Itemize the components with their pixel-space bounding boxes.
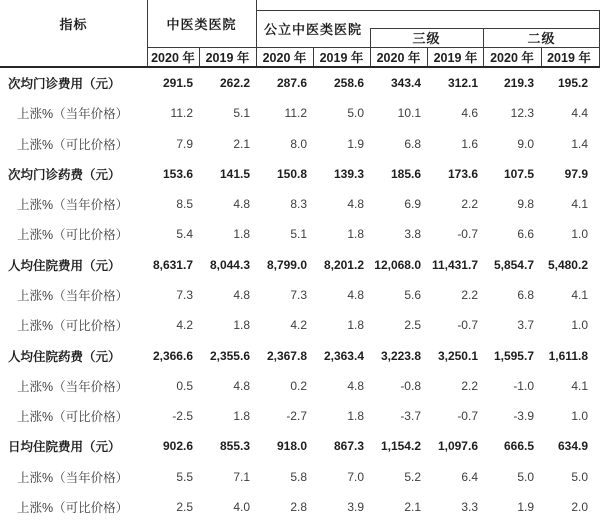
value-cell: 5.8 <box>290 469 307 484</box>
table-row <box>0 219 600 249</box>
value-cell: 5,854.7 <box>493 257 534 272</box>
value-cell: 5.2 <box>404 469 421 484</box>
value-cell: 1,154.2 <box>380 439 421 454</box>
value-cell: 5.0 <box>571 469 588 484</box>
value-cell: 1,595.7 <box>493 348 534 363</box>
value-cell: 9.0 <box>517 136 534 151</box>
value-cell: 902.6 <box>162 439 193 454</box>
value-cell: 139.3 <box>333 166 364 181</box>
value-cell: 3.3 <box>461 499 478 514</box>
value-cell: -2.5 <box>172 409 193 424</box>
value-cell: 855.3 <box>219 439 250 454</box>
value-cell: 7.3 <box>176 287 193 302</box>
year-column-header: 2019 年 <box>433 50 478 65</box>
table-grid-line <box>427 47 428 66</box>
value-cell: 7.0 <box>347 469 364 484</box>
value-cell: 5.5 <box>176 469 193 484</box>
value-cell: 0.2 <box>290 378 307 393</box>
value-cell: 343.4 <box>390 76 421 91</box>
row-label: 上涨%（当年价格） <box>17 198 129 213</box>
value-cell: 4.6 <box>461 106 478 121</box>
value-cell: 2.1 <box>233 136 250 151</box>
value-cell: 1.8 <box>233 227 250 242</box>
value-cell: 2.8 <box>290 499 307 514</box>
value-cell: 3.7 <box>517 318 534 333</box>
table-row <box>0 340 600 370</box>
value-cell: 8.0 <box>290 136 307 151</box>
row-label: 次均门诊药费（元） <box>8 167 121 182</box>
table-grid-line <box>256 0 257 66</box>
value-cell: 1.4 <box>571 136 588 151</box>
value-cell: 1.9 <box>517 499 534 514</box>
year-column-header: 2020 年 <box>151 50 195 65</box>
value-cell: 1.9 <box>347 136 364 151</box>
table-row <box>0 492 600 522</box>
value-cell: 1.8 <box>347 409 364 424</box>
value-cell: 97.9 <box>564 166 588 181</box>
value-cell: 2.0 <box>571 499 588 514</box>
value-cell: 1,611.8 <box>548 348 588 363</box>
value-cell: 2,366.6 <box>152 348 193 363</box>
value-cell: 10.1 <box>397 106 421 121</box>
value-cell: 5,480.2 <box>547 257 588 272</box>
value-cell: -3.7 <box>400 409 421 424</box>
value-cell: 1.0 <box>571 318 588 333</box>
value-cell: 2,367.8 <box>266 348 307 363</box>
header-group-tcm-hospitals: 中医类医院 <box>166 17 237 32</box>
header-group-tertiary: 三级 <box>412 31 441 46</box>
value-cell: 153.6 <box>162 166 193 181</box>
row-label: 上涨%（当年价格） <box>17 288 129 303</box>
row-label: 上涨%（当年价格） <box>17 379 129 394</box>
value-cell: -0.8 <box>400 378 421 393</box>
value-cell: 195.2 <box>557 76 588 91</box>
table-row <box>0 68 600 98</box>
value-cell: 2.2 <box>461 287 478 302</box>
value-cell: -0.7 <box>457 227 478 242</box>
year-column-header: 2020 年 <box>262 50 307 65</box>
year-column-header: 2019 年 <box>205 50 250 65</box>
value-cell: 1.8 <box>347 227 364 242</box>
value-cell: -2.7 <box>286 409 307 424</box>
table-grid-line <box>256 10 600 11</box>
value-cell: 12.3 <box>510 106 534 121</box>
value-cell: 185.6 <box>390 166 421 181</box>
table-row <box>0 401 600 431</box>
value-cell: 1,097.6 <box>437 439 478 454</box>
value-cell: 3,223.8 <box>380 348 421 363</box>
value-cell: 107.5 <box>503 166 534 181</box>
value-cell: 4.8 <box>347 197 364 212</box>
value-cell: 8,044.3 <box>209 257 250 272</box>
year-column-header: 2019 年 <box>547 50 591 65</box>
value-cell: 5.1 <box>233 106 250 121</box>
value-cell: 1.8 <box>233 409 250 424</box>
value-cell: 918.0 <box>276 439 307 454</box>
row-label: 上涨%（当年价格） <box>17 107 129 122</box>
value-cell: 4.8 <box>233 287 250 302</box>
value-cell: 2.5 <box>404 318 421 333</box>
value-cell: 2.1 <box>404 499 421 514</box>
value-cell: 3.9 <box>347 499 364 514</box>
value-cell: 287.6 <box>276 76 307 91</box>
table-grid-line <box>147 47 600 48</box>
value-cell: 6.8 <box>517 287 534 302</box>
value-cell: 2.2 <box>461 197 478 212</box>
value-cell: 4.2 <box>176 318 193 333</box>
value-cell: 8,201.2 <box>323 257 364 272</box>
value-cell: 0.5 <box>176 378 193 393</box>
table-row <box>0 371 600 401</box>
value-cell: 4.0 <box>233 499 250 514</box>
value-cell: 8.3 <box>290 197 307 212</box>
table-grid-line <box>313 47 314 66</box>
table-row <box>0 159 600 189</box>
table-grid-line <box>541 47 542 66</box>
value-cell: 666.5 <box>503 439 534 454</box>
row-label: 上涨%（当年价格） <box>17 470 129 485</box>
value-cell: 7.9 <box>176 136 193 151</box>
value-cell: 4.1 <box>571 197 588 212</box>
value-cell: 6.9 <box>404 197 421 212</box>
table-grid-line <box>147 0 148 66</box>
row-label: 日均住院费用（元） <box>8 440 121 455</box>
value-cell: 4.1 <box>571 287 588 302</box>
value-cell: 867.3 <box>333 439 364 454</box>
value-cell: 5.6 <box>404 287 421 302</box>
row-label: 上涨%（可比价格） <box>17 500 129 515</box>
value-cell: 634.9 <box>557 439 588 454</box>
value-cell: 5.1 <box>290 227 307 242</box>
value-cell: 258.6 <box>333 76 364 91</box>
value-cell: 1.0 <box>571 227 588 242</box>
value-cell: 1.8 <box>347 318 364 333</box>
year-header-row <box>147 47 598 66</box>
table-row <box>0 98 600 128</box>
value-cell: 9.8 <box>517 197 534 212</box>
value-cell: 8,799.0 <box>266 257 307 272</box>
value-cell: 5.0 <box>347 106 364 121</box>
value-cell: 1.6 <box>461 136 478 151</box>
value-cell: 3,250.1 <box>437 348 478 363</box>
value-cell: 5.4 <box>176 227 193 242</box>
header-group-public-tcm-hospitals: 公立中医类医院 <box>263 22 362 37</box>
table-row <box>0 189 600 219</box>
value-cell: 6.6 <box>517 227 534 242</box>
header-indicator-label: 指标 <box>59 17 88 32</box>
row-label: 人均住院药费（元） <box>8 349 121 364</box>
table-row <box>0 431 600 461</box>
table-grid-line <box>370 28 600 29</box>
table-grid-line <box>370 28 371 66</box>
table-grid-line <box>483 28 484 66</box>
value-cell: 3.8 <box>404 227 421 242</box>
table-row <box>0 129 600 159</box>
year-column-header: 2020 年 <box>376 50 421 65</box>
value-cell: 4.8 <box>347 287 364 302</box>
value-cell: 150.8 <box>276 166 307 181</box>
value-cell: -0.7 <box>457 409 478 424</box>
table-body <box>0 68 600 522</box>
table-row <box>0 461 600 491</box>
value-cell: 8,631.7 <box>152 257 193 272</box>
table-row <box>0 250 600 280</box>
row-label: 上涨%（可比价格） <box>17 319 129 334</box>
value-cell: 312.1 <box>447 76 478 91</box>
value-cell: 141.5 <box>219 166 250 181</box>
value-cell: 6.8 <box>404 136 421 151</box>
value-cell: 173.6 <box>447 166 478 181</box>
value-cell: 2.2 <box>461 378 478 393</box>
value-cell: 12,068.0 <box>374 257 421 272</box>
value-cell: 6.4 <box>461 469 478 484</box>
value-cell: 4.8 <box>233 378 250 393</box>
year-column-header: 2020 年 <box>490 50 534 65</box>
value-cell: -0.7 <box>457 318 478 333</box>
table-grid-line <box>199 47 200 66</box>
table-row <box>0 310 600 340</box>
value-cell: 7.3 <box>290 287 307 302</box>
value-cell: 2,363.4 <box>323 348 364 363</box>
year-column-header: 2019 年 <box>319 50 364 65</box>
row-label: 上涨%（可比价格） <box>17 137 129 152</box>
value-cell: 11.2 <box>170 106 193 121</box>
value-cell: 4.8 <box>347 378 364 393</box>
value-cell: 11,431.7 <box>431 257 478 272</box>
value-cell: 4.2 <box>290 318 307 333</box>
value-cell: 7.1 <box>233 469 250 484</box>
value-cell: 1.0 <box>571 409 588 424</box>
value-cell: 4.1 <box>571 378 588 393</box>
value-cell: 219.3 <box>503 76 534 91</box>
row-label: 次均门诊费用（元） <box>8 77 121 92</box>
value-cell: 2.5 <box>176 499 193 514</box>
value-cell: 4.4 <box>571 106 588 121</box>
table-row <box>0 280 600 310</box>
row-label: 人均住院费用（元） <box>8 258 121 273</box>
row-label: 上涨%（可比价格） <box>17 410 129 425</box>
value-cell: 291.5 <box>162 76 193 91</box>
value-cell: 8.5 <box>176 197 193 212</box>
value-cell: 4.8 <box>233 197 250 212</box>
row-label: 上涨%（可比价格） <box>17 228 129 243</box>
value-cell: -1.0 <box>513 378 534 393</box>
value-cell: 262.2 <box>219 76 250 91</box>
value-cell: -3.9 <box>513 409 534 424</box>
value-cell: 11.2 <box>284 106 307 121</box>
value-cell: 5.0 <box>517 469 534 484</box>
value-cell: 1.8 <box>233 318 250 333</box>
header-group-secondary: 二级 <box>527 31 556 46</box>
value-cell: 2,355.6 <box>209 348 250 363</box>
